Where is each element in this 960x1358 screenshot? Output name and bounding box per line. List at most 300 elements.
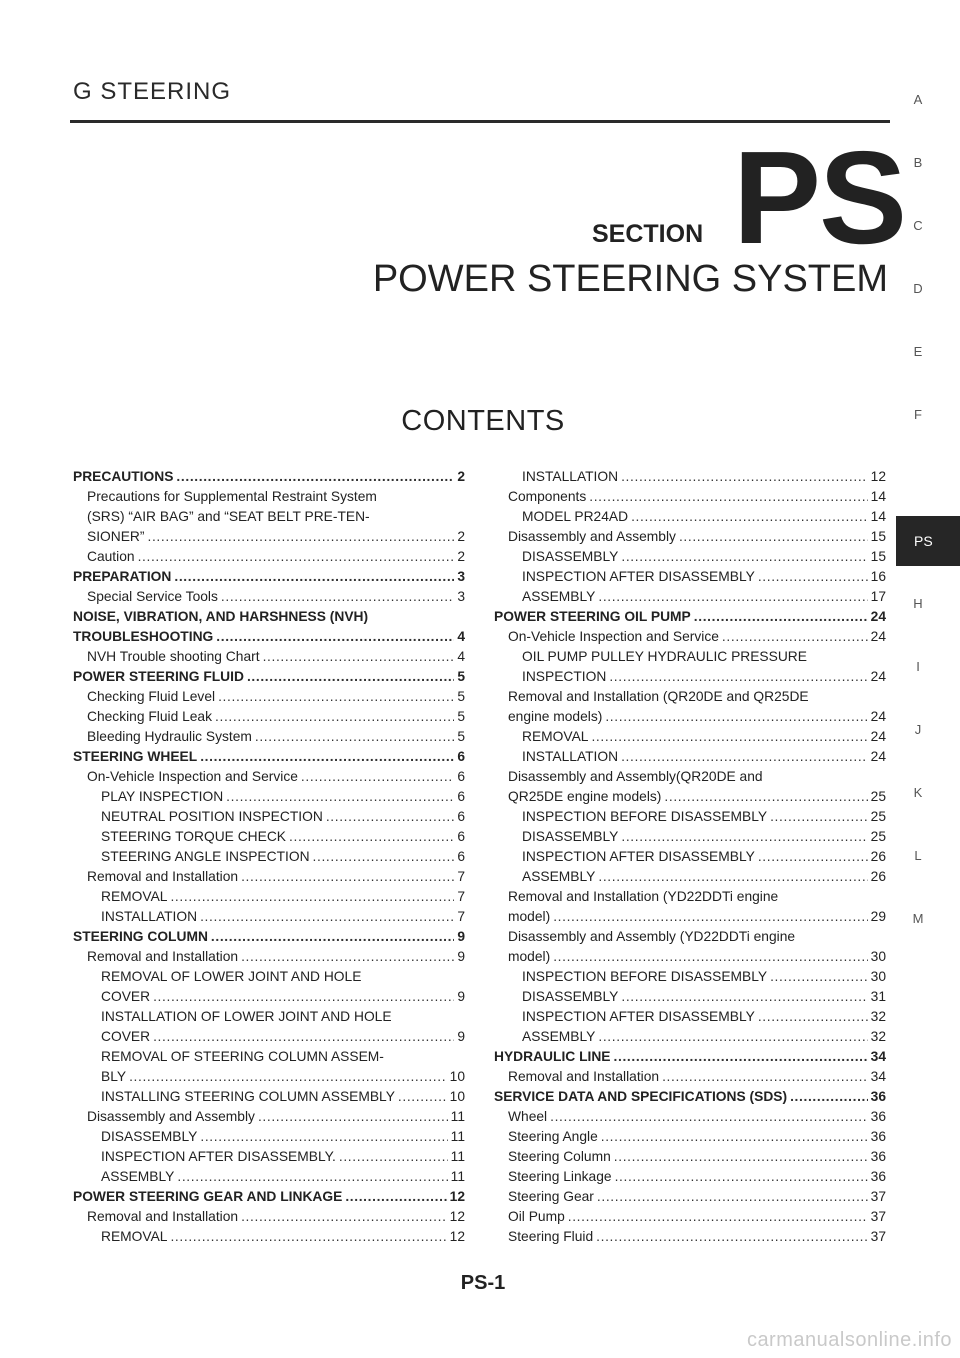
toc-entry-page: 9 bbox=[457, 989, 465, 1004]
toc-entry-text: Checking Fluid Leak bbox=[87, 709, 213, 724]
toc-entry-text: TROUBLESHOOTING bbox=[73, 629, 214, 644]
toc-entry-text: PREPARATION bbox=[73, 569, 172, 584]
toc-entry[interactable] bbox=[73, 1147, 465, 1167]
toc-entry[interactable] bbox=[73, 987, 465, 1007]
toc-entry-text: REMOVAL bbox=[101, 889, 168, 904]
toc-entry-page: 7 bbox=[457, 909, 465, 924]
toc-entry[interactable] bbox=[73, 627, 465, 647]
side-index-f[interactable]: F bbox=[914, 407, 922, 422]
toc-entry-text: SERVICE DATA AND SPECIFICATIONS (SDS) bbox=[494, 1089, 788, 1104]
toc-entry-text: INSPECTION bbox=[522, 669, 607, 684]
toc-leader-dots bbox=[589, 487, 867, 507]
toc-leader-dots bbox=[215, 707, 454, 727]
toc-entry-text: Steering Column bbox=[508, 1149, 611, 1164]
toc-entry-page: 29 bbox=[870, 909, 886, 924]
toc-entry-text: COVER bbox=[101, 1029, 151, 1044]
toc-entry-text: OIL PUMP PULLEY HYDRAULIC PRESSURE bbox=[522, 649, 807, 664]
toc-leader-dots bbox=[664, 787, 867, 807]
toc-entry[interactable] bbox=[73, 1107, 465, 1127]
toc-entry[interactable] bbox=[73, 467, 465, 487]
toc-entry[interactable] bbox=[73, 1227, 465, 1247]
toc-entry-text: ASSEMBLY bbox=[101, 1169, 175, 1184]
toc-entry-text: Disassembly and Assembly bbox=[87, 1109, 255, 1124]
toc-entry-text: BLY bbox=[101, 1069, 127, 1084]
toc-entry-page: 9 bbox=[457, 929, 465, 944]
toc-entry[interactable] bbox=[494, 567, 886, 587]
toc-entry-page: 36 bbox=[870, 1089, 886, 1104]
toc-entry-text: INSPECTION AFTER DISASSEMBLY bbox=[522, 569, 755, 584]
toc-entry[interactable] bbox=[73, 1027, 465, 1047]
toc-entry-text: Caution bbox=[87, 549, 135, 564]
toc-entry[interactable] bbox=[494, 927, 886, 947]
toc-entry[interactable] bbox=[73, 727, 465, 747]
toc-entry[interactable] bbox=[73, 507, 465, 527]
page-number: PS-1 bbox=[460, 1272, 506, 1294]
toc-entry-text: COVER bbox=[101, 989, 151, 1004]
toc-leader-dots bbox=[770, 807, 868, 827]
toc-entry-text: INSPECTION BEFORE DISASSEMBLY bbox=[522, 969, 768, 984]
side-index-h[interactable]: H bbox=[913, 596, 923, 611]
toc-leader-dots bbox=[345, 1187, 446, 1207]
toc-leader-dots bbox=[174, 567, 454, 587]
toc-entry[interactable] bbox=[73, 967, 465, 987]
toc-entry-page: 10 bbox=[449, 1069, 465, 1084]
toc-entry-page: 7 bbox=[457, 889, 465, 904]
toc-leader-dots bbox=[597, 1187, 868, 1207]
toc-entry-text: STEERING TORQUE CHECK bbox=[101, 829, 287, 844]
toc-leader-dots bbox=[553, 907, 867, 927]
toc-entry-text: PRECAUTIONS bbox=[73, 469, 174, 484]
section-code: PS bbox=[733, 124, 906, 271]
toc-leader-dots bbox=[758, 1007, 868, 1027]
toc-entry-text: INSPECTION AFTER DISASSEMBLY. bbox=[101, 1149, 336, 1164]
toc-entry[interactable] bbox=[73, 1087, 465, 1107]
section-word: SECTION bbox=[592, 220, 704, 248]
toc-entry-text: INSTALLATION bbox=[522, 469, 619, 484]
toc-entry-page: 6 bbox=[457, 789, 465, 804]
toc-entry[interactable] bbox=[494, 467, 886, 487]
toc-entry-page: 24 bbox=[870, 609, 886, 624]
toc-entry-page: 5 bbox=[457, 669, 465, 684]
toc-entry-page: 9 bbox=[457, 949, 465, 964]
side-index-e[interactable]: E bbox=[913, 344, 923, 359]
toc-entry-text: MODEL PR24AD bbox=[522, 509, 629, 524]
toc-entry-text: NOISE, VIBRATION, AND HARSHNESS (NVH) bbox=[73, 609, 369, 624]
toc-leader-dots bbox=[255, 727, 454, 747]
toc-entry-page: 24 bbox=[870, 629, 886, 644]
toc-entry[interactable] bbox=[494, 1007, 886, 1027]
toc-leader-dots bbox=[662, 1067, 868, 1087]
toc-entry-text: Removal and Installation bbox=[87, 869, 239, 884]
toc-entry-page: 37 bbox=[870, 1209, 886, 1224]
toc-entry-text: Disassembly and Assembly bbox=[508, 529, 676, 544]
toc-right-column bbox=[494, 467, 886, 1247]
toc-entry[interactable] bbox=[494, 587, 886, 607]
toc-entry[interactable] bbox=[73, 1187, 465, 1207]
toc-entry-text: STEERING COLUMN bbox=[73, 929, 208, 944]
toc-entry[interactable] bbox=[494, 507, 886, 527]
toc-entry-page: 34 bbox=[870, 1049, 886, 1064]
toc-entry[interactable] bbox=[73, 527, 465, 547]
toc-entry[interactable] bbox=[494, 1207, 886, 1227]
toc-entry[interactable] bbox=[73, 887, 465, 907]
toc-leader-dots bbox=[614, 1047, 868, 1067]
toc-entry-text: NEUTRAL POSITION INSPECTION bbox=[101, 809, 323, 824]
toc-leader-dots bbox=[598, 587, 867, 607]
toc-entry-page: 24 bbox=[870, 749, 886, 764]
side-index-j[interactable]: J bbox=[914, 722, 922, 737]
toc-entry[interactable] bbox=[73, 1167, 465, 1187]
toc-leader-dots bbox=[790, 1087, 868, 1107]
toc-leader-dots bbox=[247, 667, 454, 687]
toc-entry-page: 25 bbox=[870, 789, 886, 804]
toc-entry-page: 36 bbox=[870, 1169, 886, 1184]
toc-leader-dots bbox=[153, 1027, 454, 1047]
toc-entry-text: Disassembly and Assembly(QR20DE and bbox=[508, 769, 763, 784]
toc-entry-text: Steering Angle bbox=[508, 1129, 598, 1144]
toc-entry[interactable] bbox=[494, 747, 886, 767]
toc-entry-page: 3 bbox=[457, 589, 465, 604]
toc-leader-dots bbox=[226, 787, 454, 807]
toc-leader-dots bbox=[398, 1087, 447, 1107]
toc-entry-text: STEERING ANGLE INSPECTION bbox=[101, 849, 310, 864]
toc-leader-dots bbox=[241, 1207, 447, 1227]
toc-entry-text: model) bbox=[508, 909, 551, 924]
top-rule bbox=[70, 120, 890, 123]
toc-entry[interactable] bbox=[494, 607, 886, 627]
toc-leader-dots bbox=[326, 807, 455, 827]
toc-entry[interactable] bbox=[73, 647, 465, 667]
toc-entry-page: 14 bbox=[870, 489, 886, 504]
toc-entry-page: 2 bbox=[457, 469, 465, 484]
toc-entry[interactable] bbox=[73, 787, 465, 807]
toc-entry-page: 17 bbox=[870, 589, 886, 604]
toc-entry[interactable] bbox=[494, 1227, 886, 1247]
toc-entry[interactable] bbox=[494, 1187, 886, 1207]
toc-entry-page: 11 bbox=[450, 1109, 465, 1124]
toc-entry-text: DISASSEMBLY bbox=[522, 829, 619, 844]
toc-entry-page: 2 bbox=[457, 549, 465, 564]
toc-entry-text: INSTALLATION OF LOWER JOINT AND HOLE bbox=[101, 1009, 392, 1024]
toc-entry-page: 32 bbox=[870, 1009, 886, 1024]
toc-entry-page: 30 bbox=[870, 949, 886, 964]
toc-entry[interactable] bbox=[494, 827, 886, 847]
toc-entry-text: engine models) bbox=[508, 709, 603, 724]
toc-entry-page: 26 bbox=[870, 849, 886, 864]
toc-leader-dots bbox=[598, 867, 867, 887]
side-index-a[interactable]: A bbox=[913, 92, 923, 107]
toc-leader-dots bbox=[615, 1167, 868, 1187]
toc-entry-page: 24 bbox=[870, 729, 886, 744]
toc-left-column bbox=[73, 467, 465, 1247]
toc-entry-page: 12 bbox=[870, 469, 886, 484]
toc-entry-page: 11 bbox=[450, 1129, 465, 1144]
toc-entry[interactable] bbox=[73, 567, 465, 587]
toc-entry[interactable] bbox=[73, 747, 465, 767]
toc-entry-page: 36 bbox=[870, 1129, 886, 1144]
toc-entry-text: HYDRAULIC LINE bbox=[494, 1049, 611, 1064]
toc-entry[interactable] bbox=[494, 1067, 886, 1087]
toc-entry-text: INSTALLATION bbox=[522, 749, 619, 764]
toc-entry[interactable] bbox=[494, 1127, 886, 1147]
toc-entry-page: 14 bbox=[870, 509, 886, 524]
toc-entry-text: Special Service Tools bbox=[87, 589, 218, 604]
toc-entry-page: 25 bbox=[870, 809, 886, 824]
toc-leader-dots bbox=[758, 567, 868, 587]
toc-leader-dots bbox=[621, 467, 868, 487]
toc-entry-text: ASSEMBLY bbox=[522, 1029, 596, 1044]
section-title: POWER STEERING SYSTEM bbox=[372, 258, 888, 300]
toc-entry-page: 12 bbox=[449, 1189, 465, 1204]
toc-entry-page: 24 bbox=[870, 669, 886, 684]
toc-entry-page: 36 bbox=[870, 1149, 886, 1164]
toc-leader-dots bbox=[631, 507, 868, 527]
toc-entry-page: 7 bbox=[457, 869, 465, 884]
toc-entry-page: 6 bbox=[457, 849, 465, 864]
toc-entry[interactable] bbox=[494, 1047, 886, 1067]
toc-entry[interactable] bbox=[494, 767, 886, 787]
toc-leader-dots bbox=[138, 547, 455, 567]
toc-entry-page: 11 bbox=[450, 1149, 465, 1164]
side-index-l[interactable]: L bbox=[914, 848, 922, 863]
toc-leader-dots bbox=[170, 887, 454, 907]
toc-entry-text: INSPECTION BEFORE DISASSEMBLY bbox=[522, 809, 768, 824]
toc-entry-page: 4 bbox=[457, 649, 465, 664]
toc-entry-page: 15 bbox=[870, 549, 886, 564]
toc-entry-page: 6 bbox=[457, 809, 465, 824]
toc-entry[interactable] bbox=[494, 1027, 886, 1047]
toc-leader-dots bbox=[605, 707, 867, 727]
toc-entry[interactable] bbox=[494, 667, 886, 687]
toc-leader-dots bbox=[621, 547, 867, 567]
toc-entry[interactable] bbox=[73, 947, 465, 967]
side-index-m[interactable]: M bbox=[912, 911, 924, 926]
side-index bbox=[896, 0, 960, 1358]
toc-entry-page: 30 bbox=[870, 969, 886, 984]
toc-entry-page: 3 bbox=[457, 569, 465, 584]
toc-entry-text: PLAY INSPECTION bbox=[101, 789, 224, 804]
toc-entry-text: On-Vehicle Inspection and Service bbox=[508, 629, 719, 644]
toc-entry-page: 24 bbox=[870, 709, 886, 724]
toc-leader-dots bbox=[241, 947, 454, 967]
toc-entry[interactable] bbox=[73, 1007, 465, 1027]
toc-entry-text: POWER STEERING FLUID bbox=[73, 669, 244, 684]
toc-entry-text: Components bbox=[508, 489, 587, 504]
toc-entry-text: INSTALLING STEERING COLUMN ASSEMBLY bbox=[101, 1089, 395, 1104]
toc-entry-text: DISASSEMBLY bbox=[101, 1129, 198, 1144]
toc-entry-page: 36 bbox=[870, 1109, 886, 1124]
side-index-k[interactable]: K bbox=[913, 785, 923, 800]
toc-leader-dots bbox=[211, 927, 454, 947]
toc-entry[interactable] bbox=[494, 1167, 886, 1187]
toc-entry-text: ASSEMBLY bbox=[522, 869, 596, 884]
toc-leader-dots bbox=[289, 827, 454, 847]
toc-entry[interactable] bbox=[73, 1127, 465, 1147]
toc-entry-text: model) bbox=[508, 949, 551, 964]
toc-entry-text: Steering Fluid bbox=[508, 1229, 594, 1244]
toc-leader-dots bbox=[591, 727, 867, 747]
toc-leader-dots bbox=[216, 627, 454, 647]
toc-entry[interactable] bbox=[494, 727, 886, 747]
toc-leader-dots bbox=[170, 1227, 446, 1247]
toc-leader-dots bbox=[177, 1167, 447, 1187]
toc-entry-page: 5 bbox=[457, 689, 465, 704]
toc-entry-page: 4 bbox=[457, 629, 465, 644]
toc-entry[interactable] bbox=[494, 527, 886, 547]
toc-entry[interactable] bbox=[73, 707, 465, 727]
toc-entry-text: SIONER” bbox=[87, 529, 145, 544]
toc-leader-dots bbox=[200, 907, 454, 927]
toc-entry[interactable] bbox=[494, 1087, 886, 1107]
toc-entry[interactable] bbox=[73, 807, 465, 827]
toc-entry[interactable] bbox=[73, 827, 465, 847]
toc-leader-dots bbox=[258, 1107, 448, 1127]
toc-entry[interactable] bbox=[494, 687, 886, 707]
toc-leader-dots bbox=[200, 1127, 447, 1147]
toc-entry-text: Disassembly and Assembly (YD22DDTi engine bbox=[508, 929, 796, 944]
toc-entry-text: REMOVAL bbox=[101, 1229, 168, 1244]
toc-leader-dots bbox=[601, 1127, 868, 1147]
toc-leader-dots bbox=[550, 1107, 868, 1127]
toc-entry-page: 16 bbox=[870, 569, 886, 584]
side-index-d[interactable]: D bbox=[913, 281, 923, 296]
toc-entry-text: QR25DE engine models) bbox=[508, 789, 662, 804]
toc-entry[interactable] bbox=[494, 1147, 886, 1167]
toc-entry[interactable] bbox=[494, 987, 886, 1007]
toc-entry-page: 31 bbox=[870, 989, 886, 1004]
toc-leader-dots bbox=[621, 827, 867, 847]
toc-leader-dots bbox=[129, 1067, 447, 1087]
toc-entry-page: 2 bbox=[457, 529, 465, 544]
side-index-ps[interactable]: PS bbox=[896, 516, 960, 566]
toc-entry-text: DISASSEMBLY bbox=[522, 549, 619, 564]
toc-entry[interactable] bbox=[494, 867, 886, 887]
toc-entry-page: 37 bbox=[870, 1189, 886, 1204]
toc-entry[interactable] bbox=[494, 787, 886, 807]
toc-entry-text: Removal and Installation bbox=[508, 1069, 660, 1084]
toc-entry-text: STEERING WHEEL bbox=[73, 749, 198, 764]
toc-leader-dots bbox=[722, 627, 868, 647]
toc-entry[interactable] bbox=[494, 487, 886, 507]
toc-entry-text: REMOVAL bbox=[522, 729, 589, 744]
toc-entry[interactable] bbox=[73, 547, 465, 567]
toc-entry-text: INSTALLATION bbox=[101, 909, 198, 924]
toc-entry-page: 11 bbox=[450, 1169, 465, 1184]
toc-entry[interactable] bbox=[494, 947, 886, 967]
toc-entry-page: 6 bbox=[457, 769, 465, 784]
toc-entry[interactable] bbox=[494, 847, 886, 867]
toc-leader-dots bbox=[694, 607, 868, 627]
toc-entry[interactable] bbox=[73, 767, 465, 787]
toc-entry-text: REMOVAL OF STEERING COLUMN ASSEM- bbox=[101, 1049, 384, 1064]
toc-leader-dots bbox=[153, 987, 454, 1007]
toc-entry-text: Removal and Installation bbox=[87, 949, 239, 964]
toc-entry[interactable] bbox=[73, 907, 465, 927]
toc-entry-page: 6 bbox=[457, 829, 465, 844]
toc-entry[interactable] bbox=[494, 707, 886, 727]
watermark[interactable]: carmanualsonline.info bbox=[746, 1329, 952, 1351]
toc-entry-page: 25 bbox=[870, 829, 886, 844]
toc-entry-text: Removal and Installation (YD22DDTi engine bbox=[508, 889, 779, 904]
side-index-c[interactable]: C bbox=[913, 218, 923, 233]
toc-leader-dots bbox=[241, 867, 454, 887]
toc-entry-text: INSPECTION AFTER DISASSEMBLY bbox=[522, 1009, 755, 1024]
toc-entry-text: NVH Trouble shooting Chart bbox=[87, 649, 260, 664]
toc-entry[interactable] bbox=[73, 1207, 465, 1227]
toc-entry[interactable] bbox=[73, 1067, 465, 1087]
toc-entry[interactable] bbox=[73, 587, 465, 607]
toc-leader-dots bbox=[301, 767, 454, 787]
toc-entry[interactable] bbox=[73, 927, 465, 947]
toc-entry-text: DISASSEMBLY bbox=[522, 989, 619, 1004]
toc-entry-page: 5 bbox=[457, 729, 465, 744]
toc-entry[interactable] bbox=[73, 687, 465, 707]
toc-entry-page: 10 bbox=[449, 1089, 465, 1104]
toc-entry-text: POWER STEERING GEAR AND LINKAGE bbox=[73, 1189, 343, 1204]
side-index-i[interactable]: I bbox=[916, 659, 920, 674]
toc-leader-dots bbox=[263, 647, 455, 667]
toc-entry-page: 5 bbox=[457, 709, 465, 724]
toc-entry-text: INSPECTION AFTER DISASSEMBLY bbox=[522, 849, 755, 864]
toc-leader-dots bbox=[313, 847, 455, 867]
toc-leader-dots bbox=[758, 847, 868, 867]
toc-entry-text: Bleeding Hydraulic System bbox=[87, 729, 252, 744]
toc-leader-dots bbox=[221, 587, 454, 607]
toc-entry[interactable] bbox=[494, 547, 886, 567]
toc-entry[interactable] bbox=[494, 1107, 886, 1127]
toc-entry[interactable] bbox=[73, 847, 465, 867]
contents-heading: CONTENTS bbox=[401, 405, 565, 437]
toc-entry-page: 34 bbox=[870, 1069, 886, 1084]
toc-entry[interactable] bbox=[73, 667, 465, 687]
toc-entry-text: Precautions for Supplemental Restraint System bbox=[87, 489, 377, 504]
toc-leader-dots bbox=[553, 947, 867, 967]
toc-entry[interactable] bbox=[494, 647, 886, 667]
toc-entry-text: Steering Gear bbox=[508, 1189, 594, 1204]
toc-leader-dots bbox=[200, 747, 454, 767]
toc-leader-dots bbox=[614, 1147, 868, 1167]
toc-entry[interactable] bbox=[73, 1047, 465, 1067]
toc-leader-dots bbox=[621, 987, 867, 1007]
toc-entry[interactable] bbox=[494, 627, 886, 647]
toc-entry[interactable] bbox=[494, 807, 886, 827]
toc-leader-dots bbox=[679, 527, 868, 547]
toc-entry[interactable] bbox=[494, 887, 886, 907]
toc-entry-text: Checking Fluid Level bbox=[87, 689, 216, 704]
toc-leader-dots bbox=[148, 527, 455, 547]
toc-entry[interactable] bbox=[494, 967, 886, 987]
toc-entry-text: POWER STEERING OIL PUMP bbox=[494, 609, 691, 624]
toc-entry-page: 12 bbox=[449, 1209, 465, 1224]
side-index-b[interactable]: B bbox=[913, 155, 923, 170]
toc-leader-dots bbox=[770, 967, 868, 987]
toc-leader-dots bbox=[621, 747, 868, 767]
toc-entry[interactable] bbox=[73, 487, 465, 507]
toc-entry[interactable] bbox=[73, 607, 465, 627]
toc-leader-dots bbox=[176, 467, 454, 487]
toc-entry-text: Wheel bbox=[508, 1109, 548, 1124]
toc-entry-page: 9 bbox=[457, 1029, 465, 1044]
toc-entry[interactable] bbox=[73, 867, 465, 887]
toc-entry-text: ASSEMBLY bbox=[522, 589, 596, 604]
toc-entry-page: 37 bbox=[870, 1229, 886, 1244]
toc-entry[interactable] bbox=[494, 907, 886, 927]
toc-entry-text: Steering Linkage bbox=[508, 1169, 612, 1184]
toc-entry-text: Removal and Installation (QR20DE and QR25DE bbox=[508, 689, 809, 704]
toc-entry-text: On-Vehicle Inspection and Service bbox=[87, 769, 298, 784]
group-title: G STEERING bbox=[73, 78, 232, 105]
toc-leader-dots bbox=[339, 1147, 448, 1167]
